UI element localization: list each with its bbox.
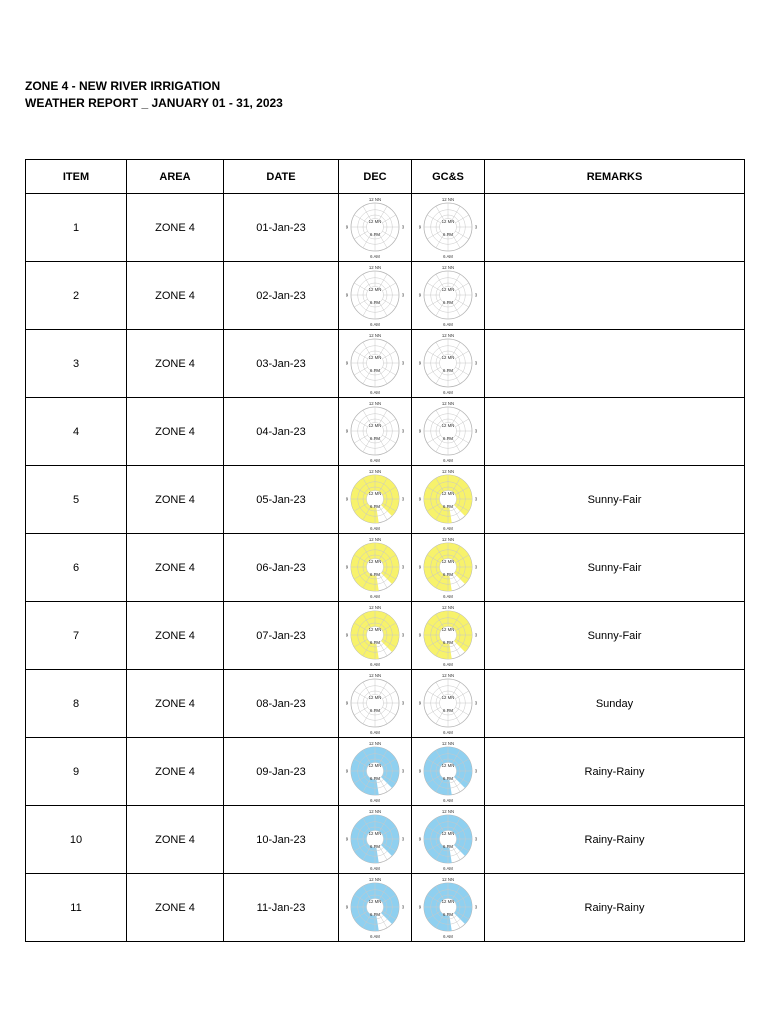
dial-label-inner: 6 PM: [369, 775, 381, 781]
dial-label-center: 12 MN: [368, 286, 382, 292]
col-header-dec: DEC: [339, 160, 412, 194]
date-cell: 11-Jan-23: [224, 874, 339, 942]
item-cell: 5: [26, 466, 127, 534]
area-cell: ZONE 4: [127, 330, 224, 398]
dial-label-left: 9: [418, 224, 422, 229]
dial-label-inner: 6 PM: [369, 571, 381, 577]
dial-label-bottom: 6 AM: [443, 661, 453, 667]
dial-label-right: 3: [401, 224, 405, 229]
dec-cell: [339, 194, 412, 262]
dial-label-bottom: 6 AM: [443, 933, 453, 939]
area-cell: ZONE 4: [127, 194, 224, 262]
date-cell: 08-Jan-23: [224, 670, 339, 738]
dial-label-inner: 6 PM: [442, 707, 454, 713]
date-cell: 06-Jan-23: [224, 534, 339, 602]
dial-label-bottom: 6 AM: [443, 525, 453, 531]
dial-label-right: 3: [474, 904, 478, 909]
dial-label-right: 3: [401, 904, 405, 909]
dial-label-top: 12 NN: [368, 264, 382, 270]
date-cell: 07-Jan-23: [224, 602, 339, 670]
dial-label-right: 3: [474, 564, 478, 569]
date-cell: 02-Jan-23: [224, 262, 339, 330]
dial-label-top: 12 NN: [368, 196, 382, 202]
dial-label-left: 9: [345, 360, 349, 365]
gcs-cell: [412, 194, 485, 262]
dial-label-right: 3: [401, 768, 405, 773]
dial-label-left: 9: [418, 632, 422, 637]
dial-label-center: 12 MN: [368, 490, 382, 496]
dial-label-right: 3: [401, 700, 405, 705]
dec-cell: [339, 602, 412, 670]
dial-label-left: 9: [345, 632, 349, 637]
dial-label-left: 9: [418, 904, 422, 909]
item-cell: 4: [26, 398, 127, 466]
gcs-weather-dial: [413, 400, 483, 464]
dial-label-inner: 6 PM: [369, 435, 381, 441]
gcs-weather-dial: [413, 332, 483, 396]
dial-label-inner: 6 PM: [442, 911, 454, 917]
table-row: [26, 398, 745, 466]
item-cell: 8: [26, 670, 127, 738]
table-row: [26, 194, 745, 262]
dial-label-inner: 6 PM: [442, 775, 454, 781]
dial-label-center: 12 MN: [441, 830, 455, 836]
dial-label-center: 12 MN: [368, 830, 382, 836]
gcs-weather-dial: [413, 876, 483, 940]
dial-label-center: 12 MN: [441, 490, 455, 496]
remarks-cell: [485, 330, 745, 398]
area-cell: ZONE 4: [127, 670, 224, 738]
table-row: [26, 670, 745, 738]
dial-label-inner: 6 PM: [369, 231, 381, 237]
dial-label-top: 12 NN: [441, 400, 455, 406]
remarks-cell: Sunny-Fair: [485, 602, 745, 670]
dec-weather-dial: [340, 536, 410, 600]
dial-label-right: 3: [474, 428, 478, 433]
dec-cell: [339, 398, 412, 466]
dec-weather-dial: [340, 604, 410, 668]
dial-label-top: 12 NN: [441, 332, 455, 338]
dial-label-inner: 6 PM: [442, 435, 454, 441]
area-cell: ZONE 4: [127, 874, 224, 942]
dial-label-center: 12 MN: [441, 694, 455, 700]
dial-label-right: 3: [401, 428, 405, 433]
gcs-weather-dial: [413, 536, 483, 600]
col-header-item: ITEM: [26, 160, 127, 194]
dec-weather-dial: [340, 808, 410, 872]
gcs-weather-dial: [413, 672, 483, 736]
dec-weather-dial: [340, 468, 410, 532]
dial-label-top: 12 NN: [368, 400, 382, 406]
dial-label-bottom: 6 AM: [370, 865, 380, 871]
dial-label-top: 12 NN: [441, 468, 455, 474]
remarks-cell: Sunday: [485, 670, 745, 738]
dial-label-top: 12 NN: [441, 740, 455, 746]
remarks-cell: Rainy-Rainy: [485, 738, 745, 806]
dial-label-left: 9: [418, 768, 422, 773]
date-cell: 09-Jan-23: [224, 738, 339, 806]
dial-label-left: 9: [418, 428, 422, 433]
dec-cell: [339, 806, 412, 874]
dial-label-top: 12 NN: [368, 672, 382, 678]
dial-label-top: 12 NN: [368, 332, 382, 338]
dec-weather-dial: [340, 264, 410, 328]
gcs-cell: [412, 330, 485, 398]
table-row: [26, 874, 745, 942]
dial-label-right: 3: [401, 836, 405, 841]
dial-label-left: 9: [418, 496, 422, 501]
area-cell: ZONE 4: [127, 738, 224, 806]
dial-label-inner: 6 PM: [442, 367, 454, 373]
item-cell: 2: [26, 262, 127, 330]
dial-label-top: 12 NN: [368, 604, 382, 610]
dial-label-bottom: 6 AM: [370, 457, 380, 463]
dial-label-right: 3: [474, 632, 478, 637]
dial-label-bottom: 6 AM: [370, 525, 380, 531]
dial-label-left: 9: [418, 700, 422, 705]
dial-label-left: 9: [345, 768, 349, 773]
gcs-cell: [412, 466, 485, 534]
dial-label-bottom: 6 AM: [443, 321, 453, 327]
remarks-cell: [485, 262, 745, 330]
dial-label-inner: 6 PM: [442, 231, 454, 237]
dial-label-center: 12 MN: [368, 422, 382, 428]
weather-report-table: [25, 159, 745, 942]
table-row: [26, 738, 745, 806]
dial-label-center: 12 MN: [441, 626, 455, 632]
dial-label-bottom: 6 AM: [370, 321, 380, 327]
dial-label-bottom: 6 AM: [443, 865, 453, 871]
dial-label-right: 3: [401, 496, 405, 501]
dial-label-top: 12 NN: [368, 876, 382, 882]
dec-cell: [339, 262, 412, 330]
gcs-weather-dial: [413, 740, 483, 804]
table-row: [26, 262, 745, 330]
dial-label-bottom: 6 AM: [370, 593, 380, 599]
dec-cell: [339, 670, 412, 738]
date-cell: 10-Jan-23: [224, 806, 339, 874]
dec-weather-dial: [340, 876, 410, 940]
dial-label-inner: 6 PM: [442, 571, 454, 577]
dial-label-left: 9: [418, 564, 422, 569]
dial-label-center: 12 MN: [441, 422, 455, 428]
dial-label-right: 3: [474, 292, 478, 297]
dial-label-bottom: 6 AM: [370, 797, 380, 803]
dial-label-left: 9: [418, 836, 422, 841]
gcs-weather-dial: [413, 196, 483, 260]
dial-label-top: 12 NN: [441, 876, 455, 882]
dial-label-top: 12 NN: [368, 740, 382, 746]
dial-label-bottom: 6 AM: [443, 457, 453, 463]
gcs-cell: [412, 874, 485, 942]
dec-cell: [339, 738, 412, 806]
table-row: [26, 806, 745, 874]
dial-label-inner: 6 PM: [369, 639, 381, 645]
date-cell: 01-Jan-23: [224, 194, 339, 262]
gcs-cell: [412, 602, 485, 670]
dial-label-left: 9: [345, 904, 349, 909]
dial-label-top: 12 NN: [441, 604, 455, 610]
header-row: [26, 160, 745, 194]
dial-label-right: 3: [401, 564, 405, 569]
dial-label-bottom: 6 AM: [443, 729, 453, 735]
dial-label-left: 9: [345, 496, 349, 501]
dial-label-inner: 6 PM: [369, 299, 381, 305]
remarks-cell: Rainy-Rainy: [485, 806, 745, 874]
gcs-cell: [412, 670, 485, 738]
table-row: [26, 330, 745, 398]
dial-label-bottom: 6 AM: [443, 389, 453, 395]
dec-cell: [339, 330, 412, 398]
report-title-line1: ZONE 4 - NEW RIVER IRRIGATION: [25, 79, 221, 93]
date-cell: 04-Jan-23: [224, 398, 339, 466]
remarks-cell: [485, 194, 745, 262]
table-row: [26, 534, 745, 602]
gcs-cell: [412, 398, 485, 466]
table-row: [26, 602, 745, 670]
report-title: [25, 78, 283, 112]
dial-label-left: 9: [345, 292, 349, 297]
dec-weather-dial: [340, 400, 410, 464]
gcs-weather-dial: [413, 264, 483, 328]
gcs-cell: [412, 262, 485, 330]
dial-label-inner: 6 PM: [369, 367, 381, 373]
col-header-gcs: GC&S: [412, 160, 485, 194]
item-cell: 3: [26, 330, 127, 398]
dial-label-top: 12 NN: [368, 536, 382, 542]
area-cell: ZONE 4: [127, 806, 224, 874]
dial-label-bottom: 6 AM: [370, 729, 380, 735]
dial-label-right: 3: [474, 496, 478, 501]
dial-label-inner: 6 PM: [369, 911, 381, 917]
dial-label-inner: 6 PM: [442, 843, 454, 849]
area-cell: ZONE 4: [127, 398, 224, 466]
col-header-date: DATE: [224, 160, 339, 194]
dial-label-center: 12 MN: [441, 898, 455, 904]
dial-label-bottom: 6 AM: [370, 661, 380, 667]
dial-label-left: 9: [345, 428, 349, 433]
dec-cell: [339, 534, 412, 602]
dial-label-top: 12 NN: [441, 536, 455, 542]
dial-label-left: 9: [345, 564, 349, 569]
item-cell: 10: [26, 806, 127, 874]
area-cell: ZONE 4: [127, 262, 224, 330]
area-cell: ZONE 4: [127, 534, 224, 602]
dial-label-bottom: 6 AM: [443, 593, 453, 599]
item-cell: 9: [26, 738, 127, 806]
remarks-cell: Rainy-Rainy: [485, 874, 745, 942]
dial-label-bottom: 6 AM: [443, 253, 453, 259]
date-cell: 05-Jan-23: [224, 466, 339, 534]
gcs-weather-dial: [413, 808, 483, 872]
dial-label-top: 12 NN: [368, 468, 382, 474]
dial-label-right: 3: [474, 768, 478, 773]
dial-label-center: 12 MN: [368, 626, 382, 632]
dial-label-center: 12 MN: [368, 898, 382, 904]
report-title-line2: WEATHER REPORT _ JANUARY 01 - 31, 2023: [25, 96, 283, 110]
area-cell: ZONE 4: [127, 602, 224, 670]
dial-label-top: 12 NN: [441, 264, 455, 270]
dec-cell: [339, 466, 412, 534]
col-header-remarks: REMARKS: [485, 160, 745, 194]
dec-weather-dial: [340, 332, 410, 396]
dial-label-center: 12 MN: [441, 286, 455, 292]
remarks-cell: [485, 398, 745, 466]
dial-label-left: 9: [418, 292, 422, 297]
dial-label-center: 12 MN: [441, 762, 455, 768]
item-cell: 1: [26, 194, 127, 262]
dial-label-bottom: 6 AM: [370, 933, 380, 939]
dial-label-left: 9: [345, 224, 349, 229]
dial-label-top: 12 NN: [441, 196, 455, 202]
dial-label-right: 3: [401, 632, 405, 637]
dial-label-inner: 6 PM: [369, 503, 381, 509]
item-cell: 7: [26, 602, 127, 670]
item-cell: 11: [26, 874, 127, 942]
dial-label-center: 12 MN: [441, 354, 455, 360]
col-header-area: AREA: [127, 160, 224, 194]
dial-label-center: 12 MN: [368, 694, 382, 700]
gcs-cell: [412, 738, 485, 806]
dial-label-bottom: 6 AM: [443, 797, 453, 803]
dial-label-center: 12 MN: [441, 218, 455, 224]
dial-label-inner: 6 PM: [442, 299, 454, 305]
dial-label-center: 12 MN: [368, 354, 382, 360]
date-cell: 03-Jan-23: [224, 330, 339, 398]
dial-label-right: 3: [401, 360, 405, 365]
dial-label-right: 3: [474, 700, 478, 705]
dial-label-inner: 6 PM: [442, 639, 454, 645]
remarks-cell: Sunny-Fair: [485, 534, 745, 602]
gcs-weather-dial: [413, 468, 483, 532]
dial-label-bottom: 6 AM: [370, 389, 380, 395]
dial-label-left: 9: [345, 700, 349, 705]
dial-label-inner: 6 PM: [369, 843, 381, 849]
table-row: [26, 466, 745, 534]
dial-label-top: 12 NN: [441, 672, 455, 678]
dec-weather-dial: [340, 672, 410, 736]
dial-label-inner: 6 PM: [442, 503, 454, 509]
remarks-cell: Sunny-Fair: [485, 466, 745, 534]
dial-label-center: 12 MN: [368, 762, 382, 768]
dial-label-bottom: 6 AM: [370, 253, 380, 259]
dial-label-center: 12 MN: [368, 558, 382, 564]
gcs-cell: [412, 534, 485, 602]
dial-label-left: 9: [418, 360, 422, 365]
dial-label-inner: 6 PM: [369, 707, 381, 713]
dial-label-center: 12 MN: [368, 218, 382, 224]
dec-cell: [339, 874, 412, 942]
dial-label-top: 12 NN: [368, 808, 382, 814]
dial-label-right: 3: [474, 224, 478, 229]
dec-weather-dial: [340, 740, 410, 804]
gcs-weather-dial: [413, 604, 483, 668]
area-cell: ZONE 4: [127, 466, 224, 534]
item-cell: 6: [26, 534, 127, 602]
dec-weather-dial: [340, 196, 410, 260]
dial-label-right: 3: [401, 292, 405, 297]
dial-label-top: 12 NN: [441, 808, 455, 814]
dial-label-center: 12 MN: [441, 558, 455, 564]
dial-label-right: 3: [474, 836, 478, 841]
dial-label-left: 9: [345, 836, 349, 841]
dial-label-right: 3: [474, 360, 478, 365]
gcs-cell: [412, 806, 485, 874]
